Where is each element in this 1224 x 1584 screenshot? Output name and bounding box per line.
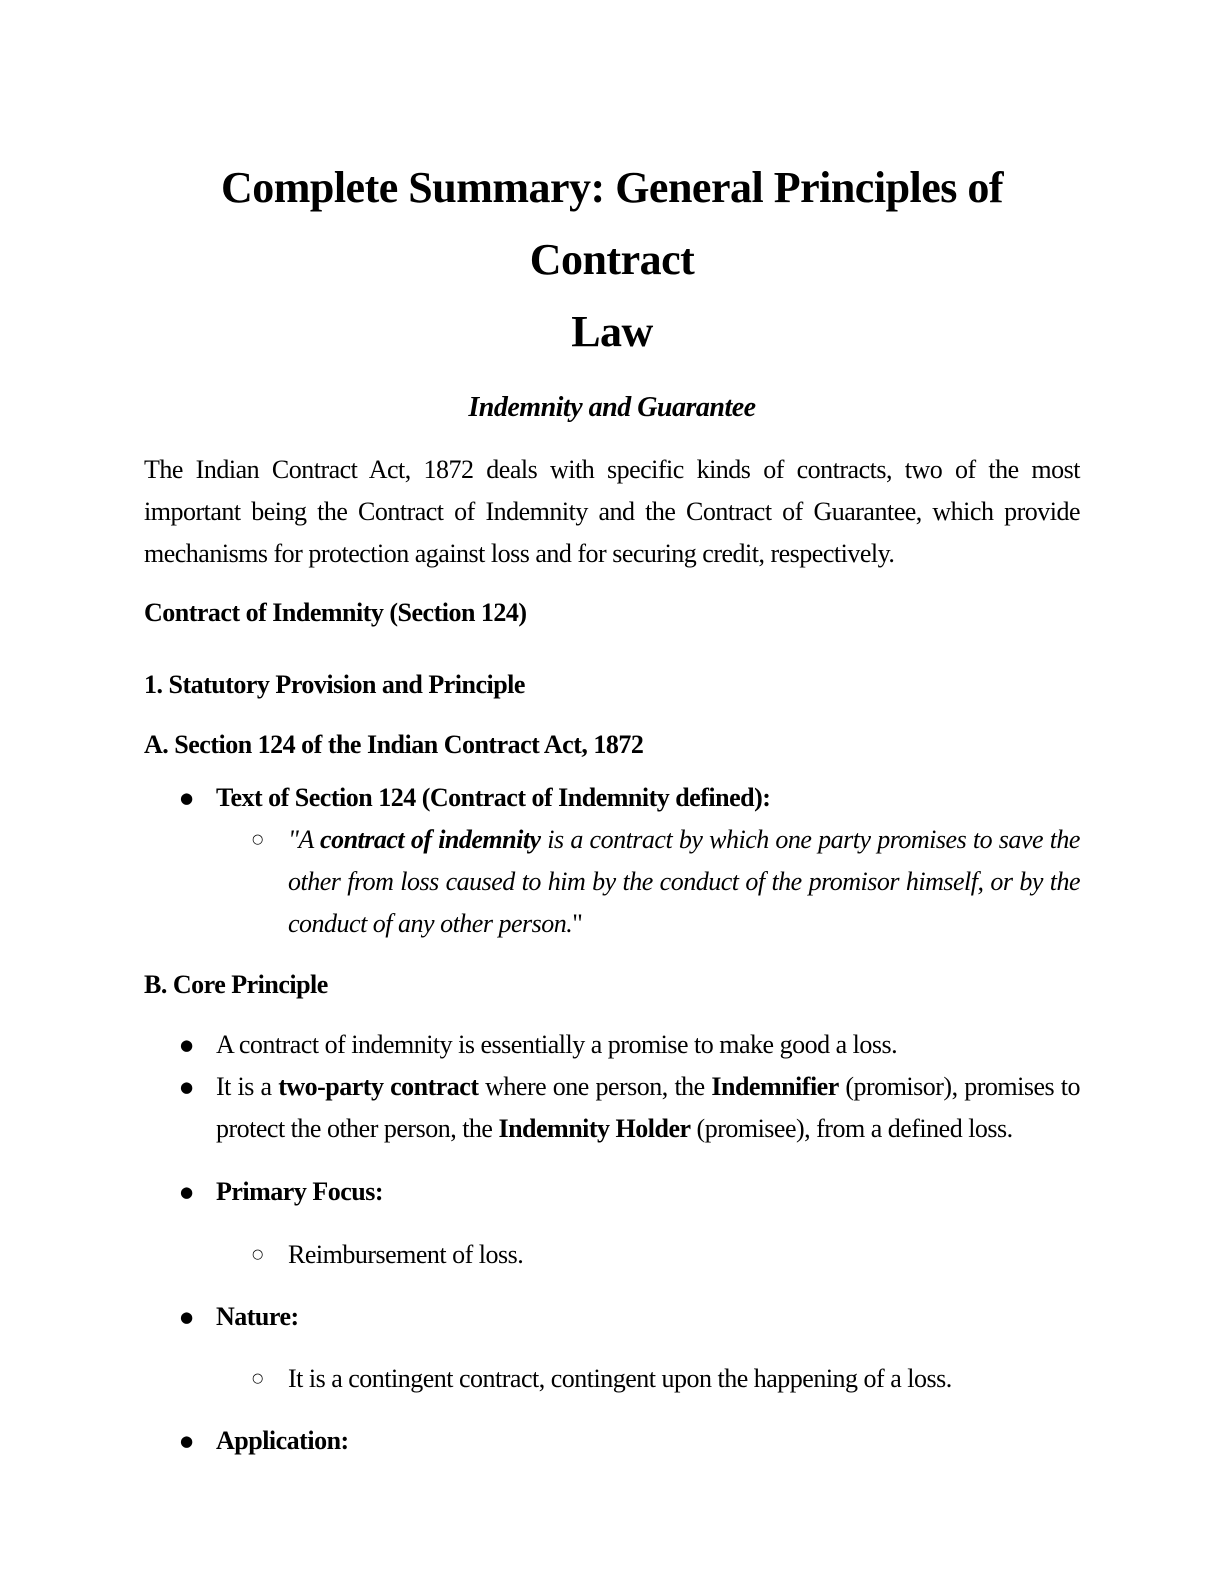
circle-bullet-icon: ○	[252, 1371, 263, 1386]
bullet-application	[180, 1420, 1080, 1462]
bullet-icon: ●	[180, 1432, 193, 1450]
sub-bullet-reimbursement-text: Reimbursement of loss.	[288, 1240, 524, 1269]
heading-core-principle: B. Core Principle	[144, 970, 328, 999]
subtitle: Indemnity and Guarantee	[468, 392, 756, 423]
sub-bullet-contingent-text: It is a contingent contract, contingent upon the happening of a loss.	[288, 1364, 952, 1393]
bullet-two-party-text: It is a two-party contract where one person, the Indemnifier (promisor), promises to protect the other person, the Indemnity Holder (promisee), from a defined loss.	[216, 1072, 1080, 1143]
sub-bullet-reimbursement	[252, 1234, 1080, 1276]
page-title: Complete Summary: General Principles of Contract Law	[220, 163, 1004, 356]
bullet-nature	[180, 1296, 1080, 1338]
heading-statutory-provision: 1. Statutory Provision and Principle	[144, 670, 525, 699]
section-124-quote-text: "A contract of indemnity is a contract by which one party promises to save the other from loss caused to him by the conduct of the promisor himself, or by the conduct of any other person."	[288, 825, 1080, 938]
heading-section-124: A. Section 124 of the Indian Contract Act, 1872	[144, 730, 644, 759]
bullet-icon: ●	[180, 1036, 193, 1054]
bullet-nature-label: Nature:	[216, 1302, 299, 1331]
circle-bullet-icon: ○	[252, 832, 263, 847]
bullet-primary-focus-label: Primary Focus:	[216, 1177, 384, 1206]
intro-paragraph: The Indian Contract Act, 1872 deals with specific kinds of contracts, two of the most important being the Contract of Indemnity and the Contract of Guarantee, which provide mechanisms for protection against loss and for securing credit, respectively.	[144, 455, 1080, 568]
bullet-icon: ●	[180, 1183, 193, 1201]
bullet-application-label: Application:	[216, 1426, 349, 1455]
bullet-icon: ●	[180, 789, 193, 807]
bullet-text-of-section-124-label: Text of Section 124 (Contract of Indemnity defined):	[216, 783, 771, 812]
sub-bullet-contingent	[252, 1358, 1080, 1400]
bullet-icon: ●	[180, 1308, 193, 1326]
sub-bullet-section-124-quote	[252, 819, 1080, 945]
heading-contract-of-indemnity: Contract of Indemnity (Section 124)	[144, 598, 527, 627]
bullet-promise-text: A contract of indemnity is essentially a promise to make good a loss.	[216, 1030, 898, 1059]
circle-bullet-icon: ○	[252, 1247, 263, 1262]
bullet-icon: ●	[180, 1078, 193, 1096]
bullet-two-party	[180, 1066, 1080, 1150]
bullet-text-of-section-124	[180, 777, 1080, 819]
bullet-primary-focus	[180, 1171, 1080, 1213]
bullet-promise	[180, 1024, 1080, 1066]
